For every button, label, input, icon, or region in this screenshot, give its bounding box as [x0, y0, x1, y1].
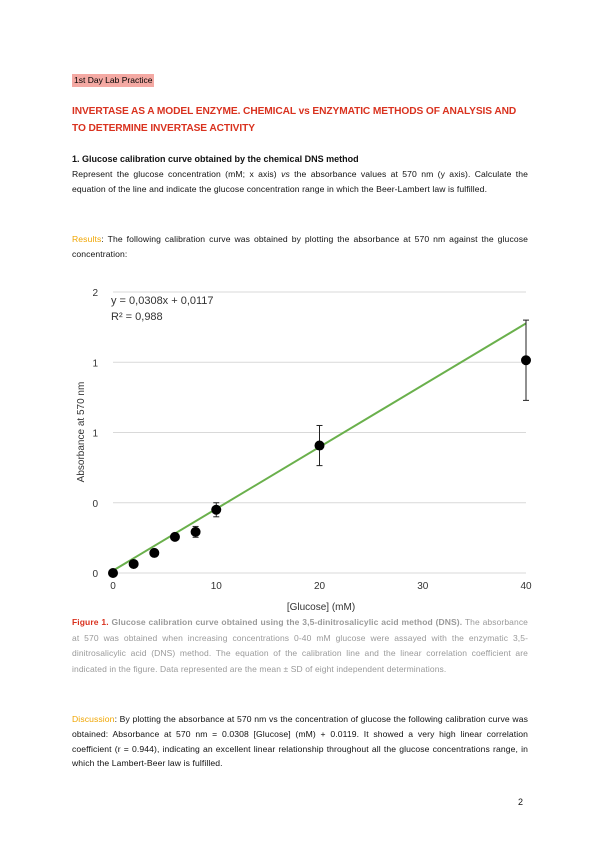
results-text: : The following calibration curve was obtained by plotting the absorbance at 570 nm against the glucose concentration:: [72, 234, 528, 259]
y-tick-label: 1: [92, 428, 98, 440]
figure-text: The absorbance at 570 was obtained when increasing concentrations 0-40 mM glucose were assayed with the enzymatic 3,5-dinitrosalicylic acid (DNS) method. The equation of the calibration line and the linear correlation coefficient are indicated in the figure. Data represented are the mean ± SD of eight independent determinations.: [72, 617, 529, 674]
instructions-part-b: the absorbance values at 570 nm (y axis). Calculate the equation of the line and indicate the glucose concentration range in which the Beer-Lambert law is fulfilled.: [72, 169, 528, 194]
document-title: INVERTASE AS A MODEL ENZYME. CHEMICAL vs ENZYMATIC METHODS OF ANALYSIS AND TO DETERMINE INVERTASE ACTIVITY: [72, 106, 517, 134]
y-axis-label: Absorbance at 570 nm: [76, 381, 87, 483]
data-point: [108, 568, 118, 578]
x-tick-label: 40: [520, 581, 532, 592]
y-tick-label: 0: [92, 569, 98, 580]
y-tick-label: 0: [92, 498, 98, 510]
x-tick-label: 10: [210, 581, 222, 592]
equation-label: y = 0,0308x + 0,0117: [111, 295, 214, 307]
y-tick-labels: [92, 288, 98, 580]
discussion-text: : By plotting the absorbance at 570 nm vs the concentration of glucose the following calibration curve was obtained: Absorbance at 570 nm = 0.0308 [Glucose] (mM) + 0.0119. It showed a very high linear correlation coefficient (r = 0.944), indicating an excellent linear relationship throughout all the glucose concentrations range, in which the Lambert-Beer law is fulfilled.: [72, 714, 528, 769]
results-label: Results: [72, 234, 102, 244]
discussion-paragraph: [72, 712, 528, 771]
page-number: 2: [518, 797, 524, 807]
data-point: [129, 559, 139, 569]
r2-label: R² = 0,988: [111, 311, 163, 323]
instructions-part-a: Represent the glucose concentration (mM; x axis): [72, 169, 282, 179]
x-tick-label: 20: [313, 581, 326, 592]
x-tick-label: 0: [110, 581, 116, 592]
x-tick-labels: [110, 581, 532, 592]
instructions-vs: vs: [281, 169, 290, 179]
figure-title: Glucose calibration curve obtained using the 3,5-dinitrosalicylic acid method (DNS).: [108, 617, 463, 627]
section-heading: 1. Glucose calibration curve obtained by the chemical DNS method: [72, 154, 359, 164]
data-point: [211, 505, 221, 515]
data-point: [170, 532, 180, 542]
figure-caption: [72, 615, 528, 677]
data-point: [191, 527, 201, 537]
y-tick-label: 1: [92, 358, 98, 370]
x-tick-label: 30: [417, 581, 429, 592]
figure-label: Figure 1.: [72, 617, 109, 627]
lab-practice-tag: 1st Day Lab Practice: [74, 75, 153, 85]
data-point: [149, 548, 159, 558]
data-point: [315, 441, 325, 451]
data-points: [108, 355, 531, 578]
data-point: [521, 355, 531, 365]
y-tick-label: 2: [92, 288, 98, 299]
x-axis-label: [Glucose] (mM): [286, 602, 356, 613]
discussion-label: Discussion: [72, 714, 115, 724]
